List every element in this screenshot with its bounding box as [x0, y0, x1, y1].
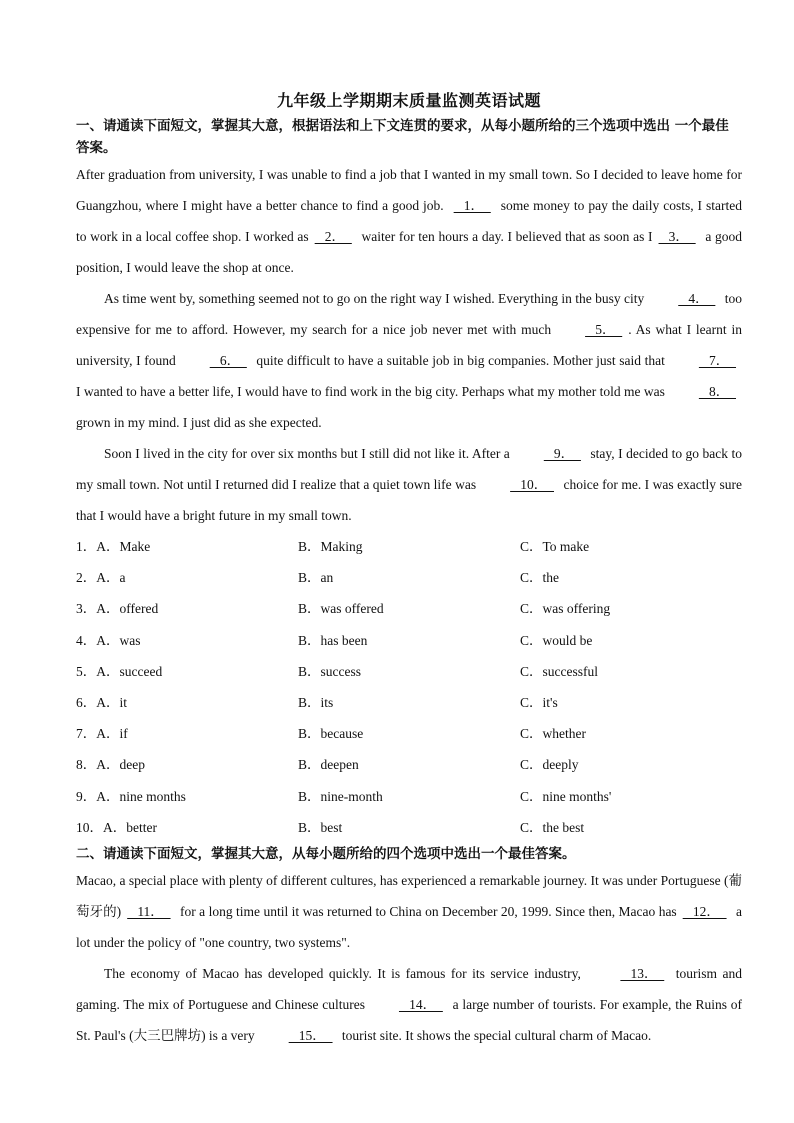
blank-10: 10． [510, 477, 554, 492]
option-row-6 [76, 687, 742, 718]
text: Soon I lived in the city for over six months but I still did not like it. After a [104, 446, 510, 461]
text: After graduation from university, I was unable to find a job that I wanted in my small town. So I decided to leave home for Guangzhou, where I might have a better chance to find a good job. [76, 167, 742, 213]
option-c[interactable]: C．it's [520, 695, 558, 711]
section1-paragraph-1 [76, 159, 742, 283]
option-a[interactable]: 1．A．Make [76, 539, 151, 554]
option-a[interactable]: 10．A．better [76, 819, 157, 835]
text: a lot under the policy of "one country, two systems". [76, 904, 742, 951]
blank-15: 15． [288, 1028, 333, 1044]
text: quite difficult to have a suitable job in big companies. Mother just said that [252, 353, 665, 368]
exam-page [76, 88, 742, 1051]
option-row-1 [76, 531, 742, 562]
option-a[interactable]: 8．A．deep [76, 757, 145, 773]
text: tourist site. It shows the special cultural charm of Macao. [338, 1028, 652, 1044]
option-a[interactable]: 2．A．a [76, 570, 126, 586]
text: Macao, a special place with plenty of different cultures, has experienced a remarkable journey. It was under Portuguese (葡萄牙的) [76, 873, 742, 920]
text: a large number of tourists. For example, the Ruins of St. Paul's (大三巴牌坊) is a very [76, 997, 742, 1044]
section1-heading: 一、请通读下面短文，掌握其大意，根据语法和上下文连贯的要求，从每小题所给的三个选项中选出 一个最佳答案。 [76, 118, 729, 156]
option-b[interactable]: B．was offered [298, 601, 384, 617]
option-row-9 [76, 781, 742, 812]
option-a[interactable]: 6．A．it [76, 695, 128, 711]
option-a[interactable]: 4．A．was [76, 632, 141, 648]
blank-1: 1． [453, 198, 491, 213]
option-c[interactable]: C．whether [520, 726, 586, 742]
text: waiter for ten hours a day. I believed that as soon as I [357, 229, 653, 244]
option-c[interactable]: C．To make [520, 539, 590, 554]
option-row-4 [76, 625, 742, 656]
option-b[interactable]: B．has been [298, 632, 368, 648]
section2-paragraph-2 [76, 958, 742, 1051]
option-c[interactable]: C．would be [520, 632, 593, 648]
text: some money to pay the daily costs, I started to work in a local coffee shop. I worked as [76, 198, 742, 244]
option-c[interactable]: C．the [520, 570, 559, 586]
text: stay, I decided to go back to my small town. Not until I returned did I realize that a quiet town life was [76, 446, 743, 492]
option-b[interactable]: B．success [298, 663, 361, 679]
text: choice for me. I was exactly sure that I would have a bright future in my small town. [76, 477, 742, 523]
blank-3: 3． [658, 229, 696, 244]
blank-13: 13． [620, 966, 665, 982]
option-a[interactable]: 5．A．succeed [76, 663, 163, 679]
option-row-2 [76, 562, 742, 593]
option-c[interactable]: C．the best [520, 819, 585, 835]
section2-paragraph-1 [76, 865, 742, 958]
option-row-3 [76, 593, 742, 624]
option-b[interactable]: B．an [298, 570, 334, 586]
option-b[interactable]: B．deepen [298, 757, 359, 773]
option-b[interactable]: B．its [298, 695, 334, 711]
option-a[interactable]: 3．A．offered [76, 601, 159, 617]
blank-5: 5． [585, 322, 623, 337]
page-title: 九年级上学期期末质量监测英语试题 [276, 91, 541, 110]
text: tourism and gaming. The mix of Portuguese and Chinese cultures [76, 966, 742, 1013]
text: The economy of Macao has developed quickly. It is famous for its service industry, [104, 966, 587, 982]
option-c[interactable]: C．deeply [520, 757, 579, 773]
option-b[interactable]: B．nine-month [298, 788, 383, 804]
option-c[interactable]: C．nine months' [520, 788, 612, 804]
option-row-5 [76, 656, 742, 687]
options-list [76, 531, 742, 843]
blank-7: 7． [698, 353, 737, 368]
blank-12: 12． [682, 904, 727, 920]
blank-2: 2． [314, 229, 352, 244]
blank-8: 8． [698, 384, 736, 399]
option-b[interactable]: B．because [298, 726, 364, 742]
option-row-10 [76, 812, 742, 843]
option-b[interactable]: B．Making [298, 539, 363, 554]
blank-9: 9． [543, 446, 581, 461]
text: a good position, I would leave the shop at once. [76, 229, 743, 275]
section2-heading: 二、请通读下面短文，掌握其大意，从每小题所给的四个选项中选出一个最佳答案。 [76, 846, 576, 863]
text: I wanted to have a better life, I would have to find work in the big city. Perhaps what my mother told me was [76, 384, 665, 399]
section1-paragraph-3 [76, 438, 742, 531]
text: too expensive for me to afford. However, my search for a nice job never met with much [76, 291, 742, 337]
blank-11: 11． [127, 904, 171, 920]
blank-14: 14． [398, 997, 443, 1013]
option-row-7 [76, 718, 742, 749]
section1-paragraph-2 [76, 283, 742, 438]
option-a[interactable]: 9．A．nine months [76, 788, 186, 804]
option-row-8 [76, 749, 742, 780]
option-b[interactable]: B．best [298, 819, 343, 835]
option-c[interactable]: C．was offering [520, 601, 611, 617]
text: for a long time until it was returned to China on December 20, 1999. Since then, Macao has [176, 904, 677, 920]
text: As time went by, something seemed not to go on the right way I wished. Everything in the busy city [104, 291, 645, 306]
text: . As what I learnt in university, I found [76, 322, 742, 368]
blank-4: 4． [678, 291, 716, 306]
blank-6: 6． [209, 353, 247, 368]
text: grown in my mind. I just did as she expected. [76, 415, 322, 430]
option-c[interactable]: C．successful [520, 663, 598, 679]
option-a[interactable]: 7．A．if [76, 726, 128, 742]
